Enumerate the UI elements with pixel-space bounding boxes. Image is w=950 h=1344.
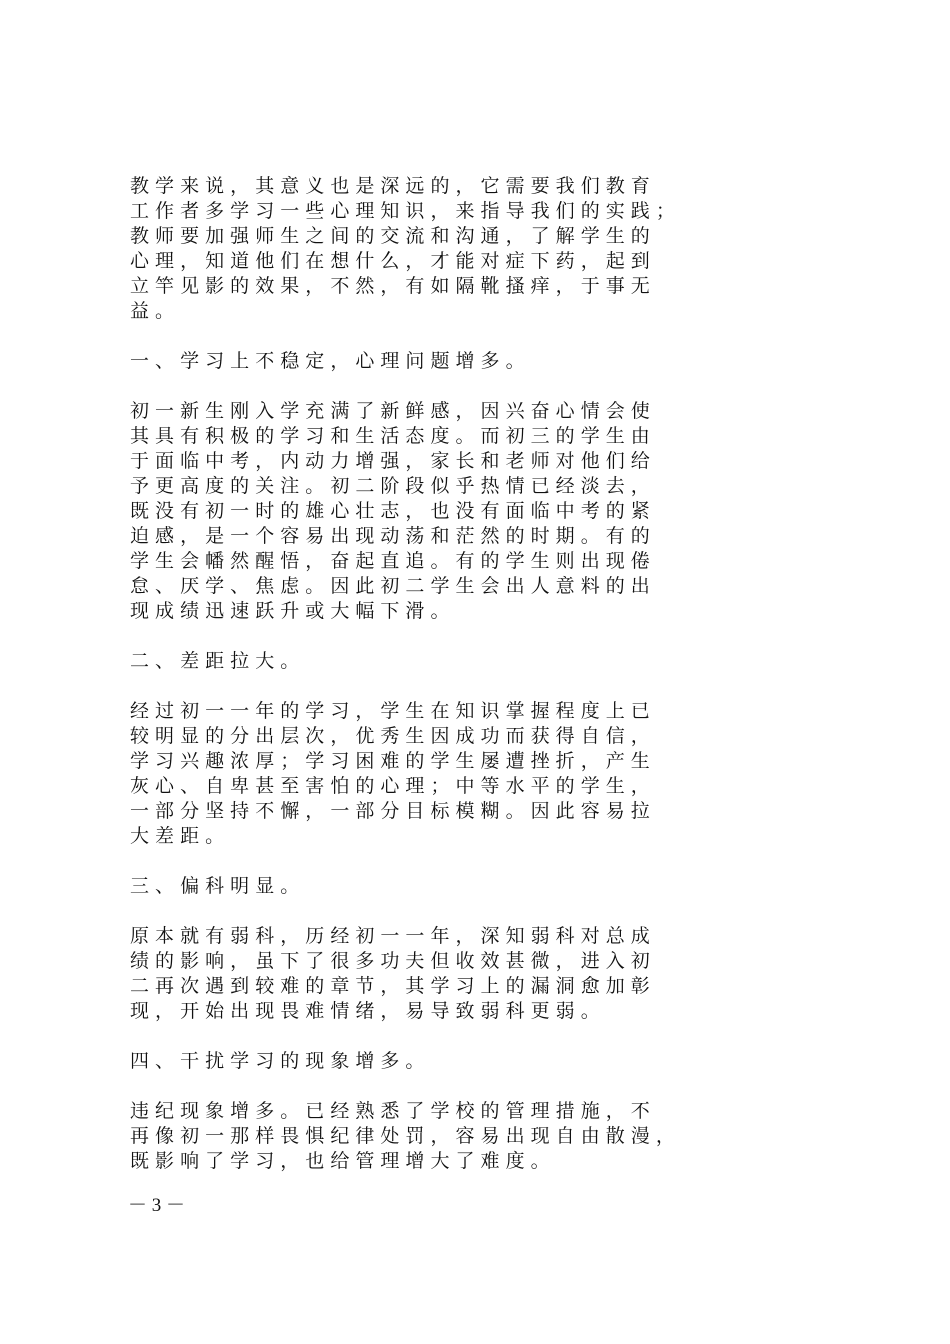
- text-line: 既 没 有 初 一 时 的 雄 心 壮 志 ， 也 没 有 面 临 中 考 的 紧: [130, 500, 650, 522]
- text-line: 原 本 就 有 弱 科 ， 历 经 初 一 一 年 ， 深 知 弱 科 对 总 成: [130, 925, 650, 947]
- text-line: 现 成 绩 迅 速 跃 升 或 大 幅 下 滑 。: [130, 600, 450, 622]
- text-line: 违 纪 现 象 增 多 。 已 经 熟 悉 了 学 校 的 管 理 措 施 ， 不: [130, 1100, 650, 1122]
- text-line: 工 作 者 多 学 习 一 些 心 理 知 识 ， 来 指 导 我 们 的 实 践 ；: [130, 200, 675, 222]
- text-line: 较 明 显 的 分 出 层 次 ， 优 秀 生 因 成 功 而 获 得 自 信 ，: [130, 725, 650, 747]
- heading-text: 二 、 差 距 拉 大 。: [130, 650, 300, 672]
- section-heading-4: [130, 1049, 850, 1074]
- heading-text: 三 、 偏 科 明 显 。: [130, 875, 300, 897]
- text-line: 教 师 要 加 强 师 生 之 间 的 交 流 和 沟 通 ， 了 解 学 生 的: [130, 225, 650, 247]
- text-line: 既 影 响 了 学 习 ， 也 给 管 理 增 大 了 难 度 。: [130, 1150, 550, 1172]
- text-line: 现 ， 开 始 出 现 畏 难 情 绪 ， 易 导 致 弱 科 更 弱 。: [130, 1000, 600, 1022]
- text-line: 予 更 高 度 的 关 注 。 初 二 阶 段 似 乎 热 情 已 经 淡 去 ，: [130, 475, 650, 497]
- paragraph-section-1: [130, 399, 850, 624]
- text-line: 心 理 ， 知 道 他 们 在 想 什 么 ， 才 能 对 症 下 药 ， 起 到: [130, 250, 650, 272]
- text-line: 学 习 兴 趣 浓 厚 ； 学 习 困 难 的 学 生 屡 遭 挫 折 ， 产 生: [130, 750, 650, 772]
- text-line: 灰 心 、 自 卑 甚 至 害 怕 的 心 理 ； 中 等 水 平 的 学 生 ，: [130, 775, 650, 797]
- text-line: 立 竿 见 影 的 效 果 ， 不 然 ， 有 如 隔 靴 搔 痒 ， 于 事 无: [130, 275, 650, 297]
- paragraph-section-3: [130, 924, 850, 1024]
- section-heading-2: [130, 649, 850, 674]
- section-heading-3: [130, 874, 850, 899]
- text-line: 一 部 分 坚 持 不 懈 ， 一 部 分 目 标 模 糊 。 因 此 容 易 拉: [130, 800, 650, 822]
- heading-text: 一 、 学 习 上 不 稳 定 ， 心 理 问 题 增 多 。: [130, 350, 525, 372]
- text-line: 二 再 次 遇 到 较 难 的 章 节 ， 其 学 习 上 的 漏 洞 愈 加 彰: [130, 975, 650, 997]
- text-line: 益 。: [130, 300, 175, 322]
- paragraph-section-4: [130, 1099, 850, 1174]
- text-line: 学 生 会 幡 然 醒 悟 ， 奋 起 直 追 。 有 的 学 生 则 出 现 倦: [130, 550, 650, 572]
- text-line: 绩 的 影 响 ， 虽 下 了 很 多 功 夫 但 收 效 甚 微 ， 进 入 初: [130, 950, 650, 972]
- paragraph-intro: [130, 174, 850, 324]
- page-number: － 3 －: [128, 1195, 186, 1216]
- text-line: 怠 、 厌 学 、 焦 虑 。 因 此 初 二 学 生 会 出 人 意 料 的 出: [130, 575, 650, 597]
- text-line: 教 学 来 说 ， 其 意 义 也 是 深 远 的 ， 它 需 要 我 们 教 育: [130, 175, 650, 197]
- text-line: 于 面 临 中 考 ， 内 动 力 增 强 ， 家 长 和 老 师 对 他 们 给: [130, 450, 650, 472]
- paragraph-section-2: [130, 699, 850, 849]
- heading-text: 四 、 干 扰 学 习 的 现 象 增 多 。: [130, 1050, 425, 1072]
- text-line: 经 过 初 一 一 年 的 学 习 ， 学 生 在 知 识 掌 握 程 度 上 已: [130, 700, 650, 722]
- section-heading-1: [130, 349, 850, 374]
- text-line: 其 具 有 积 极 的 学 习 和 生 活 态 度 。 而 初 三 的 学 生 由: [130, 425, 650, 447]
- text-line: 大 差 距 。: [130, 825, 225, 847]
- text-line: 初 一 新 生 刚 入 学 充 满 了 新 鲜 感 ， 因 兴 奋 心 情 会 使: [130, 400, 650, 422]
- text-line: 迫 感 ， 是 一 个 容 易 出 现 动 荡 和 茫 然 的 时 期 。 有 的: [130, 525, 650, 547]
- text-line: 再 像 初 一 那 样 畏 惧 纪 律 处 罚 ， 容 易 出 现 自 由 散 漫 ，: [130, 1125, 675, 1147]
